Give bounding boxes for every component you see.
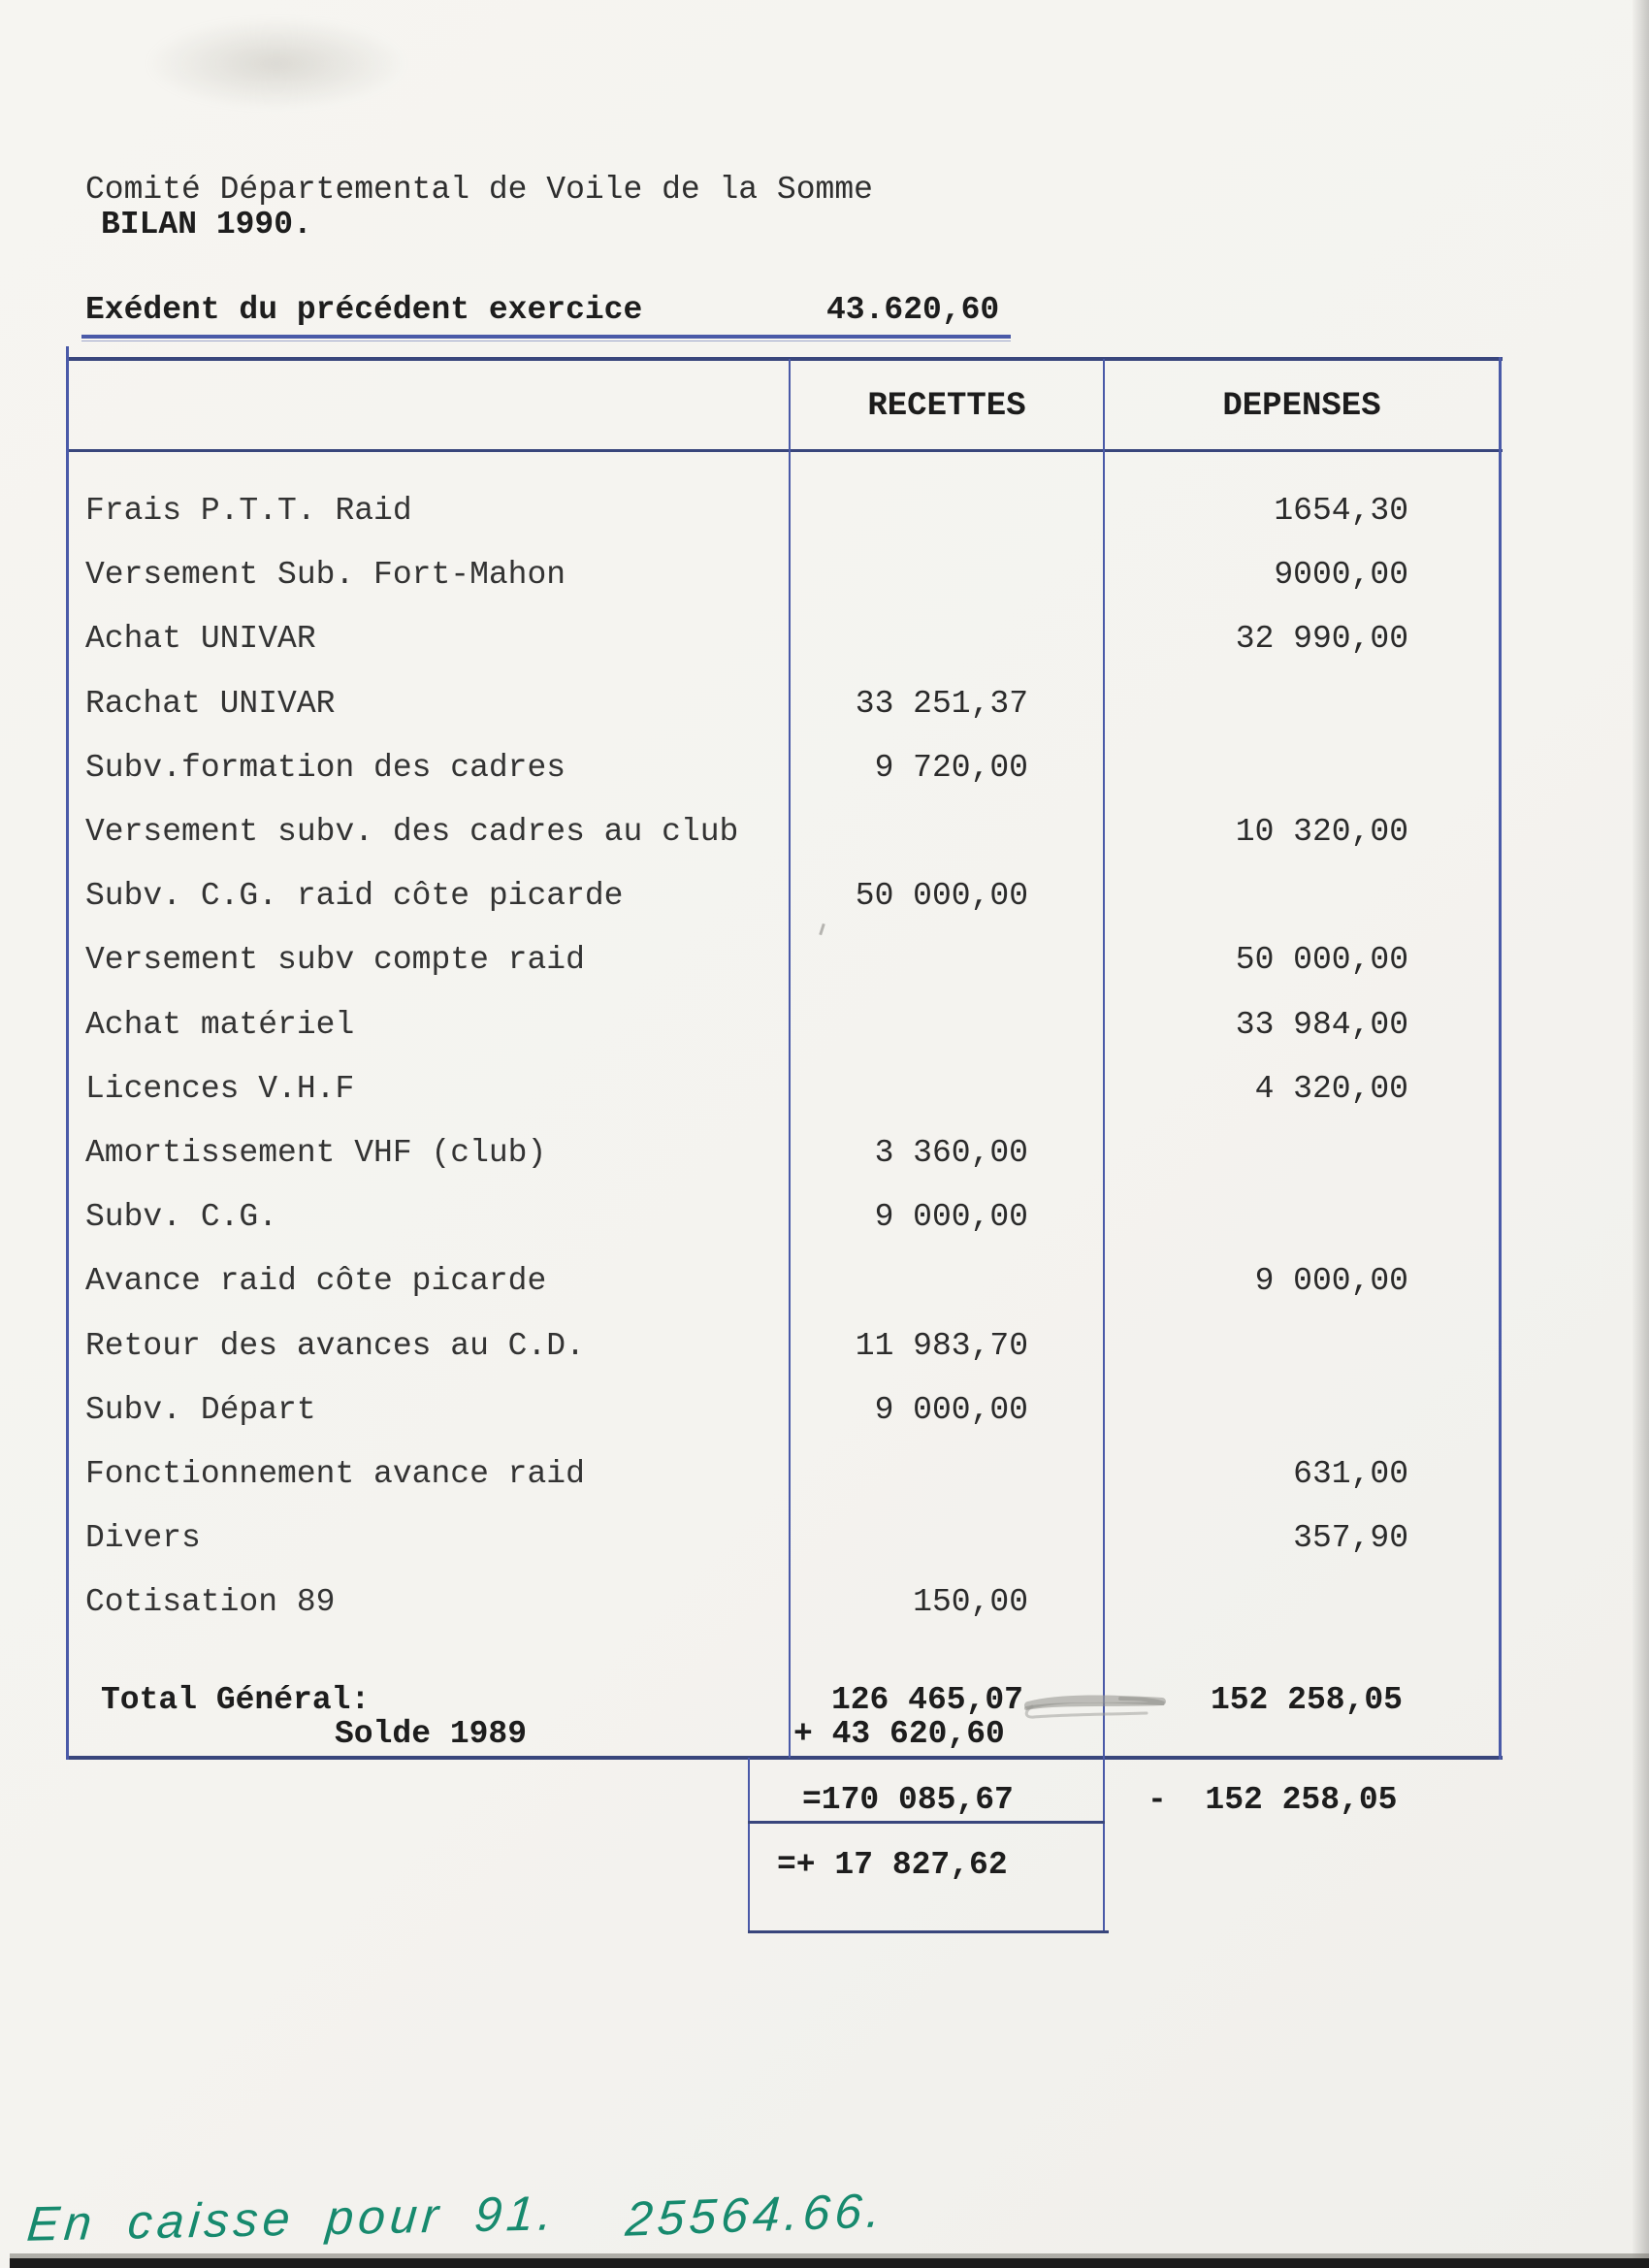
row-recettes-value: 50 000,00 (855, 878, 1028, 914)
table-row (0, 1522, 1649, 1555)
handwritten-amount: 25564.66. (624, 2183, 888, 2247)
row-depenses-value: 32 990,00 (1235, 621, 1408, 657)
table-row (0, 816, 1649, 849)
row-label: Frais P.T.T. Raid (85, 493, 412, 529)
table-row (0, 1137, 1649, 1170)
row-label: Versement subv. des cadres au club (85, 814, 739, 850)
row-label: Subv. C.G. (85, 1199, 278, 1235)
row-recettes-value: 9 720,00 (874, 750, 1028, 786)
row-label: Licences V.H.F (85, 1071, 355, 1107)
row-label: Versement Sub. Fort-Mahon (85, 557, 566, 593)
total-recettes-value: 126 465,07 (830, 1682, 1023, 1718)
row-recettes-value: 11 983,70 (855, 1328, 1028, 1364)
table-top-border (66, 357, 1503, 361)
row-depenses-value: 50 000,00 (1235, 942, 1408, 978)
row-recettes-value: 3 360,00 (874, 1135, 1028, 1171)
excedent-underline-2 (81, 340, 1011, 341)
row-label: Cotisation 89 (85, 1584, 336, 1620)
row-label: Subv. C.G. raid côte picarde (85, 878, 624, 914)
column-header-depenses: DEPENSES (1222, 388, 1381, 425)
row-label: Subv. Départ (85, 1392, 316, 1428)
column-header-recettes: RECETTES (867, 388, 1026, 425)
total-label: Total Général: (101, 1682, 371, 1718)
row-recettes-value: 150,00 (913, 1584, 1028, 1620)
summary-box-left-border (748, 1758, 750, 1933)
table-row (0, 1586, 1649, 1619)
scan-edge-right (1633, 0, 1649, 2268)
table-row (0, 1330, 1649, 1363)
table-row (0, 944, 1649, 977)
row-label: Achat UNIVAR (85, 621, 316, 657)
row-label: Amortissement VHF (club) (85, 1135, 547, 1171)
solde-label: Solde 1989 (335, 1716, 528, 1752)
table-row (0, 559, 1649, 592)
solde-value: + 43 620,60 (793, 1716, 1005, 1752)
row-depenses-value: 9000,00 (1274, 557, 1408, 593)
row-recettes-value: 33 251,37 (855, 686, 1028, 722)
page-title: BILAN 1990. (101, 207, 312, 243)
table-header-separator (66, 449, 1503, 452)
summary-box-right-border (1103, 1758, 1105, 1933)
paper-crease (146, 17, 407, 110)
row-label: Fonctionnement avance raid (85, 1456, 585, 1492)
row-depenses-value: 10 320,00 (1235, 814, 1408, 850)
row-depenses-value: 631,00 (1293, 1456, 1408, 1492)
pencil-scribble (1018, 1686, 1174, 1729)
table-row (0, 880, 1649, 913)
table-row (0, 495, 1649, 528)
org-name: Comité Départemental de Voile de la Somme (85, 172, 873, 208)
row-recettes-value: 9 000,00 (874, 1199, 1028, 1235)
summary-mid-line (748, 1821, 1105, 1824)
row-depenses-value: 1654,30 (1274, 493, 1408, 529)
row-depenses-value: 357,90 (1293, 1520, 1408, 1556)
summary-recettes-total: =170 085,67 (802, 1782, 1014, 1818)
table-row (0, 688, 1649, 721)
row-depenses-value: 9 000,00 (1254, 1263, 1408, 1299)
table-row (0, 1394, 1649, 1427)
row-depenses-value: 33 984,00 (1235, 1007, 1408, 1043)
excedent-label: Exédent du précédent exercice (85, 292, 643, 328)
row-label: Achat matériel (85, 1007, 355, 1043)
stray-ink-mark (819, 923, 825, 935)
row-depenses-value: 4 320,00 (1254, 1071, 1408, 1107)
scan-edge-bottom (10, 2258, 1649, 2268)
table-bottom-border (66, 1756, 1503, 1760)
table-row (0, 752, 1649, 785)
row-recettes-value: 9 000,00 (874, 1392, 1028, 1428)
table-row (0, 1009, 1649, 1042)
table-row (0, 623, 1649, 656)
summary-bottom-line (748, 1930, 1109, 1933)
row-label: Avance raid côte picarde (85, 1263, 547, 1299)
total-depenses-value: 152 258,05 (1210, 1682, 1403, 1718)
row-label: Retour des avances au C.D. (85, 1328, 585, 1364)
table-row (0, 1265, 1649, 1298)
table-row (0, 1201, 1649, 1234)
summary-result: =+ 17 827,62 (777, 1847, 1008, 1883)
excedent-underline (81, 335, 1011, 339)
row-label: Rachat UNIVAR (85, 686, 336, 722)
table-row (0, 1458, 1649, 1491)
excedent-value: 43.620,60 (826, 292, 1000, 328)
row-label: Versement subv compte raid (85, 942, 585, 978)
summary-depenses-rappel: - 152 258,05 (1148, 1782, 1398, 1818)
row-label: Divers (85, 1520, 201, 1556)
table-row (0, 1073, 1649, 1106)
handwritten-note: En caisse pour 91. (24, 2186, 560, 2252)
row-label: Subv.formation des cadres (85, 750, 566, 786)
